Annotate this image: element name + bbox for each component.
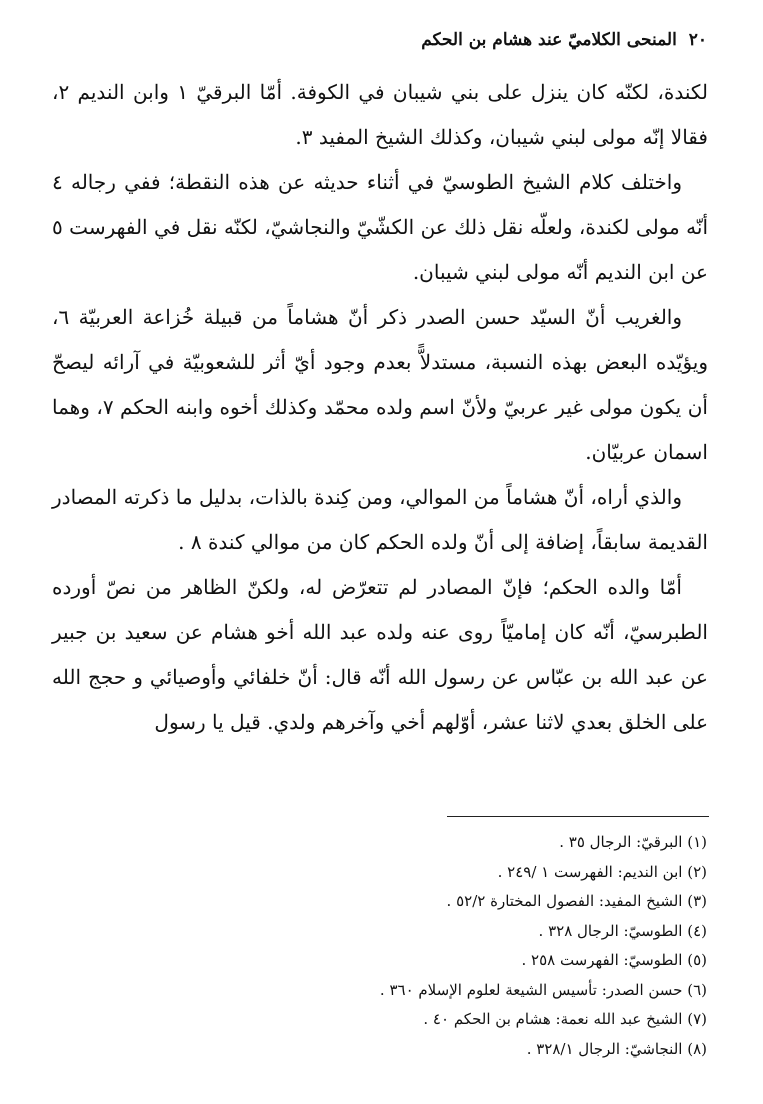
running-head-title: المنحى الكلاميّ عند هشام بن الحكم	[421, 30, 677, 50]
running-head	[56, 26, 707, 54]
footnote: (٧) الشيخ عبد الله نعمة: هشام بن الحكم ٤٠ .	[423, 1010, 707, 1028]
footnote: (١) البرقيّ: الرجال ٣٥ .	[559, 833, 707, 851]
page-number: ٢٠	[688, 30, 707, 50]
body-text	[52, 70, 708, 745]
paragraph: والغريب أنّ السيّد حسن الصدر ذكر أنّ هشاماً من قبيلة خُزاعة العربيّة ٦، ويؤيّده البعض بهذه النسبة، مستدلاًّ بعدم وجود أيّ أثر للشعوبيّة في آرائه ليصحّ أن يكون مولى غير عربيّ ولأنّ اسم ولده محمّد وكذلك أخوه وابنه الحكم ٧، وهما اسمان عربيّان.	[52, 305, 708, 464]
footnote: (٨) النجاشيّ: الرجال ٣٢٨/١ .	[526, 1039, 707, 1058]
footnote-divider	[447, 816, 709, 817]
paragraph: واختلف كلام الشيخ الطوسيّ في أثناء حديثه عن هذه النقطة؛ ففي رجاله ٤ أنّه مولى لكندة، ولعلّه نقل ذلك عن الكشّيّ والنجاشيّ، لكنّه نقل في الفهرست ٥ عن ابن النديم أنّه مولى لبني شيبان.	[52, 170, 708, 284]
paragraph: والذي أراه، أنّ هشاماً من الموالي، ومن كِندة بالذات، بدليل ما ذكرته المصادر القديمة سابقاً، إضافة إلى أنّ ولده الحكم كان من موالي كندة ٨ .	[52, 485, 708, 554]
footnotes-list	[56, 828, 707, 1064]
footnote: (٦) حسن الصدر: تأسيس الشيعة لعلوم الإسلام ٣٦٠ .	[379, 980, 707, 999]
footnote: (٢) ابن النديم: الفهرست ١ /٢٤٩ .	[497, 862, 707, 881]
paragraph: لكندة، لكنّه كان ينزل على بني شيبان في الكوفة. أمّا البرقيّ ١ وابن النديم ٢، فقالا إنّه مولى لبني شيبان، وكذلك الشيخ المفيد ٣.	[52, 80, 708, 149]
footnote: (٤) الطوسيّ: الرجال ٣٢٨ .	[538, 921, 707, 940]
paragraph: أمّا والده الحكم؛ فإنّ المصادر لم تتعرّض له، ولكنّ الظاهر من نصّ أورده الطبرسيّ، أنّه كان إماميّاً روى عنه ولده عبد الله أخو هشام عن سعيد بن جبير عن عبد الله بن عبّاس عن رسول الله أنّه قال: أنّ خلفائي وأوصيائي و حجج الله على الخلق بعدي لاثنا عشر، أوّلهم أخي وآخرهم ولدي. قيل يا رسول	[52, 575, 708, 734]
footnote: (٥) الطوسيّ: الفهرست ٢٥٨ .	[521, 951, 707, 969]
footnote: (٣) الشيخ المفيد: الفصول المختارة ٥٢/٢ .	[446, 892, 707, 910]
